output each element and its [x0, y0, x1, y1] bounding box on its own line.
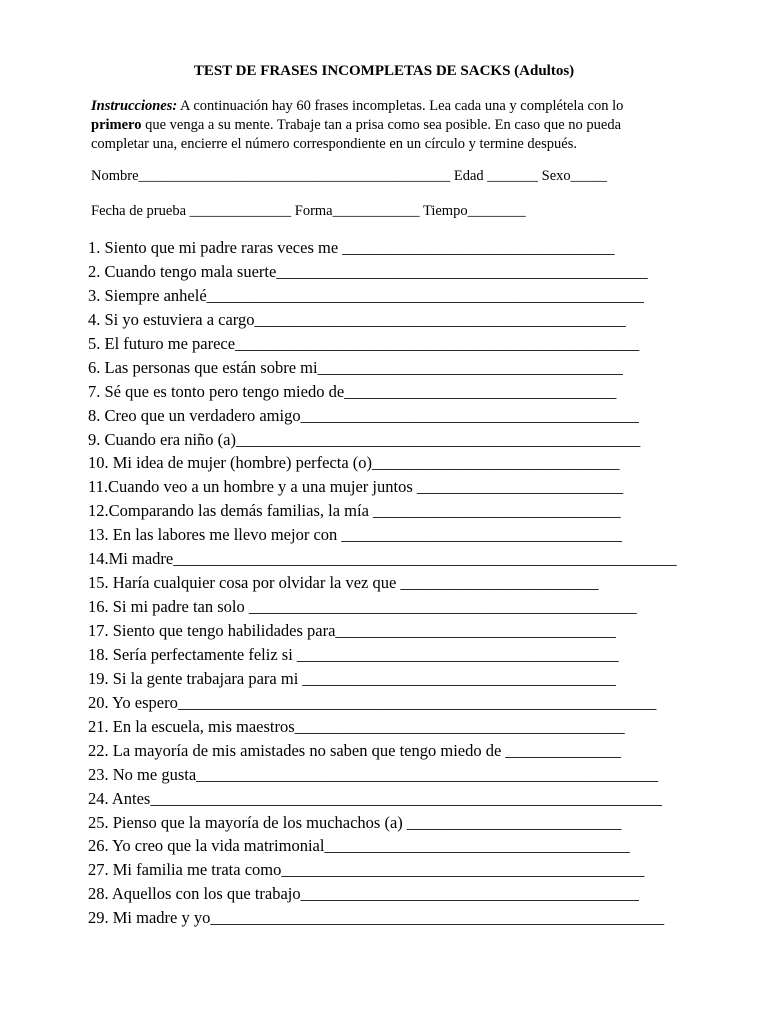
- sentence-text: 5. El futuro me parece_________________________________________________: [88, 333, 640, 353]
- sentence-text: 26. Yo creo que la vida matrimonial_____________________________________: [88, 836, 630, 856]
- sentence-item: [88, 284, 676, 308]
- sentence-text: 19. Si la gente trabajara para mi ______________________________________: [88, 668, 616, 688]
- sentence-item: [88, 787, 676, 811]
- sentence-text: 29. Mi madre y yo_______________________________________________________: [88, 908, 665, 928]
- sentence-text: 18. Sería perfectamente feliz si _______________________________________: [88, 644, 619, 664]
- sentence-item: [88, 523, 676, 547]
- sentence-text: 12.Comparando las demás familias, la mía ______________________________: [88, 501, 621, 521]
- sentence-item: [88, 595, 676, 619]
- instructions-paragraph: [91, 97, 651, 154]
- sentence-item: [88, 739, 676, 763]
- sentence-text: 9. Cuando era niño (a)_________________________________________________: [88, 429, 641, 449]
- sentence-text: 20. Yo espero__________________________________________________________: [88, 692, 657, 712]
- sentence-text: 15. Haría cualquier cosa por olvidar la vez que ________________________: [88, 573, 599, 593]
- sentence-item: [88, 356, 676, 380]
- sentence-item: [88, 475, 676, 499]
- sentence-item: [88, 499, 676, 523]
- sentence-text: 6. Las personas que están sobre mi_____________________________________: [88, 357, 623, 377]
- sentence-text: 28. Aquellos con los que trabajo_________________________________________: [88, 884, 639, 904]
- instructions-emphasis: primero: [91, 117, 142, 133]
- sentence-text: 7. Sé que es tonto pero tengo miedo de_________________________________: [88, 381, 617, 401]
- sentence-item: [88, 906, 676, 930]
- sentence-text: 4. Si yo estuviera a cargo_____________________________________________: [88, 309, 626, 329]
- sentence-item: [88, 834, 676, 858]
- sentence-item: [88, 571, 676, 595]
- sentence-item: [88, 332, 676, 356]
- instructions-text-part2: que venga a su mente. Trabaje tan a prisa como sea posible. En caso que no pueda completar una, encierre el número correspondiente en un círculo y termine después.: [91, 117, 622, 152]
- form-fields-line-1: Nombre___________________________________________ Edad _______ Sexo_____: [91, 168, 607, 184]
- sentence-item: [88, 451, 676, 475]
- sentence-text: 13. En las labores me llevo mejor con __________________________________: [88, 525, 622, 545]
- instructions-label: Instrucciones:: [91, 98, 178, 114]
- sentence-item: [88, 858, 676, 882]
- sentence-text: 11.Cuando veo a un hombre y a una mujer juntos _________________________: [88, 477, 624, 497]
- sentence-text: 22. La mayoría de mis amistades no saben que tengo miedo de ______________: [88, 740, 621, 760]
- sentence-item: [88, 811, 676, 835]
- sentence-item: [88, 380, 676, 404]
- sentence-text: 21. En la escuela, mis maestros________________________________________: [88, 716, 625, 736]
- sentence-item: [88, 643, 676, 667]
- sentence-item: [88, 428, 676, 452]
- sentence-text: 25. Pienso que la mayoría de los muchachos (a) __________________________: [88, 812, 622, 832]
- sentence-item: [88, 715, 676, 739]
- sentence-text: 10. Mi idea de mujer (hombre) perfecta (o)______________________________: [88, 453, 620, 473]
- sentence-text: 1. Siento que mi padre raras veces me _________________________________: [88, 238, 615, 257]
- sentence-text: 3. Siempre anhelé_____________________________________________________: [88, 285, 644, 305]
- sentence-text: 23. No me gusta________________________________________________________: [88, 764, 659, 784]
- sentence-list: [88, 236, 676, 930]
- document-title: TEST DE FRASES INCOMPLETAS DE SACKS (Adultos): [193, 63, 575, 79]
- instructions-text-part1: A continuación hay 60 frases incompletas. Lea cada una y complétela con lo: [177, 98, 624, 114]
- sentence-text: 8. Creo que un verdadero amigo_________________________________________: [88, 405, 639, 425]
- sentence-item: [88, 691, 676, 715]
- sentence-item: [88, 667, 676, 691]
- sentence-item: [88, 236, 676, 260]
- sentence-text: 17. Siento que tengo habilidades para__________________________________: [88, 621, 616, 640]
- sentence-item: [88, 260, 676, 284]
- sentence-item: [88, 619, 676, 643]
- sentence-item: [88, 882, 676, 906]
- sentence-item: [88, 404, 676, 428]
- sentence-text: 14.Mi madre_____________________________________________________________: [88, 549, 677, 569]
- sentence-text: 2. Cuando tengo mala suerte_____________________________________________: [88, 261, 648, 281]
- sentence-text: 27. Mi familia me trata como____________________________________________: [88, 860, 645, 880]
- sentence-text: 16. Si mi padre tan solo _______________________________________________: [88, 597, 637, 617]
- sentence-item: [88, 547, 676, 571]
- sentence-item: [88, 308, 676, 332]
- sentence-item: [88, 763, 676, 787]
- form-fields-line-2: Fecha de prueba ______________ Forma____________ Tiempo________: [91, 203, 526, 219]
- sentence-text: 24. Antes______________________________________________________________: [88, 788, 662, 808]
